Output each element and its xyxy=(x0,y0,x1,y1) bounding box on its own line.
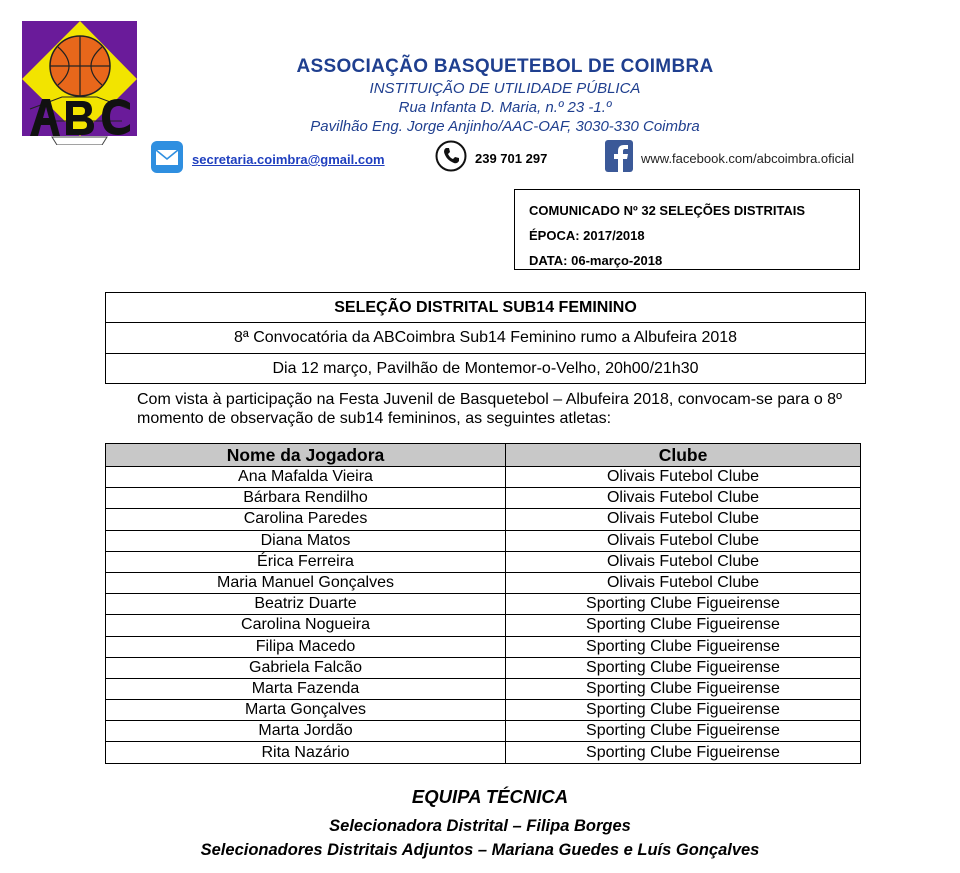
email-link[interactable]: secretaria.coimbra@gmail.com xyxy=(192,152,385,167)
table-row xyxy=(106,467,861,488)
selection-info-box xyxy=(105,292,866,384)
phone-contact xyxy=(435,140,547,177)
header-club: Clube xyxy=(506,444,861,467)
org-address: Rua Infanta D. Maria, n.º 23 -1.º xyxy=(398,99,612,116)
abc-logo xyxy=(22,21,137,145)
player-name: Filipa Macedo xyxy=(106,636,506,657)
player-club: Olivais Futebol Clube xyxy=(506,551,861,572)
assistant-coaches-line: Selecionadores Distritais Adjuntos – Mariana Guedes e Luís Gonçalves xyxy=(200,841,760,859)
player-club: Sporting Clube Figueirense xyxy=(506,636,861,657)
player-name: Érica Ferreira xyxy=(106,551,506,572)
player-club: Sporting Clube Figueirense xyxy=(506,678,861,699)
selection-call: 8ª Convocatória da ABCoimbra Sub14 Feminino rumo a Albufeira 2018 xyxy=(106,323,865,353)
communique-date: DATA: 06-março-2018 xyxy=(529,253,663,268)
header-player-name: Nome da Jogadora xyxy=(106,444,506,467)
player-club: Olivais Futebol Clube xyxy=(506,467,861,488)
communique-box xyxy=(514,189,860,270)
table-row xyxy=(106,700,861,721)
player-club: Sporting Clube Figueirense xyxy=(506,742,861,763)
facebook-contact xyxy=(605,140,854,177)
player-name: Carolina Paredes xyxy=(106,509,506,530)
table-row xyxy=(106,572,861,593)
communique-title: COMUNICADO Nº 32 SELEÇÕES DISTRITAIS xyxy=(529,203,806,218)
table-row xyxy=(106,721,861,742)
player-club: Sporting Clube Figueirense xyxy=(506,700,861,721)
table-row xyxy=(106,509,861,530)
table-row xyxy=(106,551,861,572)
table-row xyxy=(106,615,861,636)
player-name: Diana Matos xyxy=(106,530,506,551)
communique-season: ÉPOCA: 2017/2018 xyxy=(529,228,645,243)
facebook-icon xyxy=(605,140,633,177)
table-row xyxy=(106,594,861,615)
selection-title: SELEÇÃO DISTRITAL SUB14 FEMININO xyxy=(106,293,865,323)
phone-number: 239 701 297 xyxy=(475,151,548,166)
player-club: Sporting Clube Figueirense xyxy=(506,721,861,742)
player-club: Olivais Futebol Clube xyxy=(506,509,861,530)
technical-team-heading: EQUIPA TÉCNICA xyxy=(411,786,569,807)
org-venue: Pavilhão Eng. Jorge Anjinho/AAC-OAF, 3030-330 Coimbra xyxy=(310,118,700,135)
player-name: Ana Mafalda Vieira xyxy=(106,467,506,488)
player-club: Olivais Futebol Clube xyxy=(506,530,861,551)
player-name: Bárbara Rendilho xyxy=(106,488,506,509)
table-header-row xyxy=(106,444,861,467)
email-icon xyxy=(150,140,184,179)
email-contact xyxy=(150,140,385,179)
player-name: Maria Manuel Gonçalves xyxy=(106,572,506,593)
player-club: Olivais Futebol Clube xyxy=(506,572,861,593)
player-name: Marta Jordão xyxy=(106,721,506,742)
player-name: Gabriela Falcão xyxy=(106,657,506,678)
phone-icon xyxy=(435,140,467,177)
table-row xyxy=(106,678,861,699)
player-club: Sporting Clube Figueirense xyxy=(506,615,861,636)
player-club: Sporting Clube Figueirense xyxy=(506,657,861,678)
head-coach-line: Selecionadora Distrital – Filipa Borges xyxy=(329,817,631,835)
org-status: INSTITUIÇÃO DE UTILIDADE PÚBLICA xyxy=(369,80,641,97)
intro-text: Com vista à participação na Festa Juvenil de Basquetebol – Albufeira 2018, convocam-se para o 8º momento de observação de sub14 femininos, as seguintes atletas: xyxy=(137,391,842,427)
player-name: Marta Gonçalves xyxy=(106,700,506,721)
org-name: ASSOCIAÇÃO BASQUETEBOL DE COIMBRA xyxy=(296,56,714,77)
player-name: Rita Nazário xyxy=(106,742,506,763)
player-club: Sporting Clube Figueirense xyxy=(506,594,861,615)
players-table xyxy=(105,443,861,764)
table-row xyxy=(106,488,861,509)
player-name: Beatriz Duarte xyxy=(106,594,506,615)
player-club: Olivais Futebol Clube xyxy=(506,488,861,509)
player-name: Marta Fazenda xyxy=(106,678,506,699)
selection-when: Dia 12 março, Pavilhão de Montemor-o-Velho, 20h00/21h30 xyxy=(272,359,699,377)
facebook-link[interactable]: www.facebook.com/abcoimbra.oficial xyxy=(641,151,855,166)
table-row xyxy=(106,530,861,551)
table-row xyxy=(106,742,861,763)
player-name: Carolina Nogueira xyxy=(106,615,506,636)
table-row xyxy=(106,636,861,657)
table-row xyxy=(106,657,861,678)
